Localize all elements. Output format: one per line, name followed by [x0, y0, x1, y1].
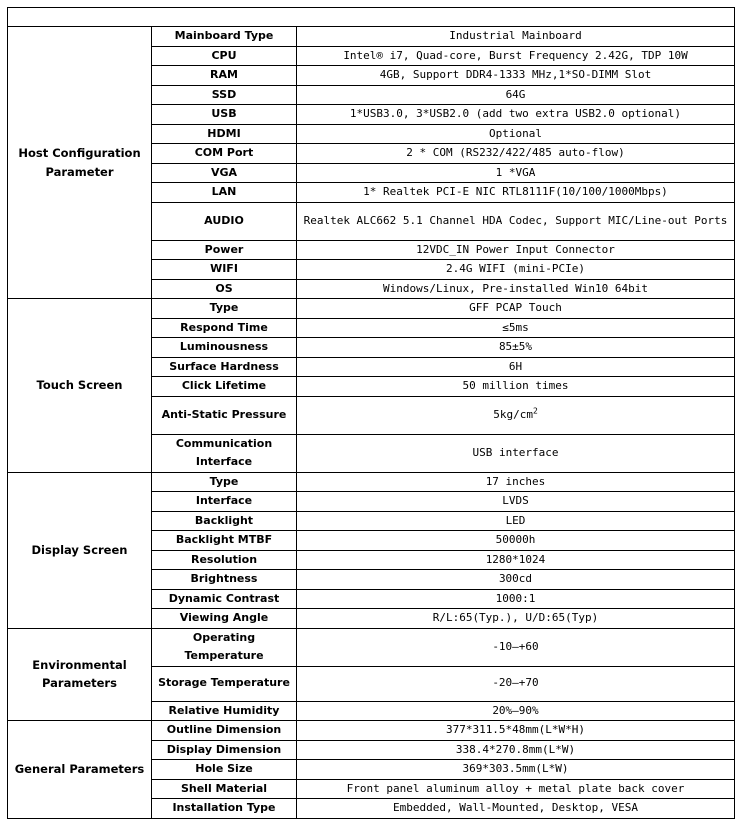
spec-value-text: Realtek ALC662 5.1 Channel HDA Codec, Support MIC/Line-out Ports [303, 213, 728, 227]
spec-value [297, 740, 735, 760]
spec-value-text: USB interface [472, 445, 559, 459]
spec-label: Dynamic Contrast [152, 589, 297, 609]
spec-value-text: 64G [505, 87, 526, 101]
spec-value-text: 5kg/cm [493, 407, 533, 421]
spec-label: USB [152, 105, 297, 125]
spec-value-text: 1*USB3.0, 3*USB2.0 (add two extra USB2.0 optional) [349, 107, 682, 120]
spec-label: OS [152, 279, 297, 299]
spec-value-text: 50 million times [462, 379, 569, 392]
spec-value [297, 472, 735, 492]
spec-value [297, 511, 735, 531]
group-title: Display Screen [8, 472, 152, 628]
spec-value-text: Optional [489, 126, 542, 140]
spec-label: Mainboard Type [152, 27, 297, 47]
header-blank-cell [8, 8, 735, 27]
spec-row [8, 27, 735, 47]
spec-label: Anti-Static Pressure [152, 396, 297, 434]
spec-value [297, 338, 735, 358]
spec-value-text: 300cd [498, 572, 533, 585]
spec-value-text: 369*303.5mm(L*W) [462, 762, 569, 775]
spec-value-text: -10—+60 [492, 639, 539, 653]
spec-value [297, 85, 735, 105]
spec-row [8, 721, 735, 741]
spec-value-text: LVDS [502, 494, 529, 507]
spec-value-text: 4GB, Support DDR4-1333 MHz,1*SO-DIMM Slot [379, 68, 652, 81]
spec-value [297, 144, 735, 164]
spec-label: COM Port [152, 144, 297, 164]
spec-value-text: -20—+70 [492, 676, 539, 690]
spec-value-text: ≤5ms [502, 320, 529, 334]
spec-label: Communication Interface [152, 434, 297, 472]
spec-value [297, 357, 735, 377]
spec-value [297, 666, 735, 701]
spec-value [297, 550, 735, 570]
spec-value [297, 377, 735, 397]
spec-label: Brightness [152, 570, 297, 590]
spec-label: Type [152, 299, 297, 319]
spec-table-body [8, 8, 735, 819]
spec-label: Type [152, 472, 297, 492]
spec-label: Backlight MTBF [152, 531, 297, 551]
spec-value [297, 202, 735, 240]
spec-value [297, 531, 735, 551]
spec-label: Surface Hardness [152, 357, 297, 377]
spec-label: AUDIO [152, 202, 297, 240]
spec-value-text: 1280*1024 [485, 552, 546, 566]
spec-value [297, 46, 735, 66]
spec-value-text: 377*311.5*48mm(L*W*H) [445, 723, 586, 736]
spec-value [297, 628, 735, 666]
group-title: General Parameters [8, 721, 152, 819]
spec-value-text: GFF PCAP Touch [469, 301, 562, 314]
spec-value-text: 6H [508, 359, 523, 373]
spec-value [297, 27, 735, 47]
spec-label: Outline Dimension [152, 721, 297, 741]
spec-value [297, 492, 735, 512]
spec-value-text: R/L:65(Typ.), U/D:65(Typ) [432, 611, 599, 624]
spec-value [297, 66, 735, 86]
group-title: Environmental Parameters [8, 628, 152, 721]
spec-label: Operating Temperature [152, 628, 297, 666]
spec-label: Relative Humidity [152, 701, 297, 721]
spec-row [8, 472, 735, 492]
spec-label: Interface [152, 492, 297, 512]
spec-value-text: Embedded, Wall-Mounted, Desktop, VESA [392, 801, 639, 814]
spec-value [297, 609, 735, 629]
spec-label: SSD [152, 85, 297, 105]
spec-value [297, 260, 735, 280]
spec-label: Resolution [152, 550, 297, 570]
spec-label: Backlight [152, 511, 297, 531]
spec-value-text: 1000:1 [495, 591, 536, 605]
spec-row [8, 628, 735, 666]
header-blank-row [8, 8, 735, 27]
spec-value-text: 2 * COM (RS232/422/485 auto-flow) [406, 146, 625, 159]
spec-label: Luminousness [152, 338, 297, 358]
spec-label: CPU [152, 46, 297, 66]
spec-value [297, 183, 735, 203]
spec-value [297, 299, 735, 319]
spec-value [297, 105, 735, 125]
spec-label: Shell Material [152, 779, 297, 799]
spec-row [8, 299, 735, 319]
spec-value [297, 318, 735, 338]
spec-value [297, 570, 735, 590]
spec-table [7, 7, 735, 819]
spec-label: Hole Size [152, 760, 297, 780]
spec-label: Respond Time [152, 318, 297, 338]
spec-value-text: Industrial Mainboard [449, 29, 582, 42]
spec-value-text: Front panel aluminum alloy + metal plate back cover [346, 781, 685, 795]
spec-value [297, 760, 735, 780]
spec-label: LAN [152, 183, 297, 203]
spec-value-text: 1* Realtek PCI-E NIC RTL8111F(10/100/1000Mbps) [363, 185, 668, 198]
spec-value-text: Windows/Linux, Pre-installed Win10 64bit [383, 281, 648, 295]
spec-label: HDMI [152, 124, 297, 144]
spec-value-text: 1 *VGA [495, 165, 536, 179]
spec-label: Storage Temperature [152, 666, 297, 701]
spec-value-text: 2.4G WIFI (mini-PCIe) [445, 262, 586, 275]
spec-value-superscript: 2 [532, 406, 538, 416]
spec-label: RAM [152, 66, 297, 86]
spec-value [297, 779, 735, 799]
spec-value [297, 396, 735, 434]
spec-label: WIFI [152, 260, 297, 280]
spec-value-text: 20%—90% [492, 703, 539, 717]
spec-label: Installation Type [152, 799, 297, 819]
spec-label: Power [152, 240, 297, 260]
spec-value-text: 12VDC_IN Power Input Connector [416, 242, 615, 256]
spec-label: VGA [152, 163, 297, 183]
spec-label: Viewing Angle [152, 609, 297, 629]
spec-value [297, 240, 735, 260]
spec-value [297, 721, 735, 741]
spec-label: Click Lifetime [152, 377, 297, 397]
group-title: Host Configuration Parameter [8, 27, 152, 299]
spec-value-text: 17 inches [485, 474, 546, 488]
spec-label: Display Dimension [152, 740, 297, 760]
spec-value [297, 799, 735, 819]
group-title: Touch Screen [8, 299, 152, 473]
spec-value [297, 124, 735, 144]
spec-value-text: 338.4*270.8mm(L*W) [455, 742, 576, 756]
spec-value [297, 434, 735, 472]
spec-value-text: LED [505, 513, 526, 527]
spec-value [297, 279, 735, 299]
spec-value [297, 589, 735, 609]
spec-value-text: 85±5% [498, 340, 533, 353]
spec-value-text: Intel® i7, Quad-core, Burst Frequency 2.42G, TDP 10W [343, 48, 688, 62]
spec-value [297, 701, 735, 721]
spec-value [297, 163, 735, 183]
spec-value-text: 50000h [495, 533, 536, 546]
